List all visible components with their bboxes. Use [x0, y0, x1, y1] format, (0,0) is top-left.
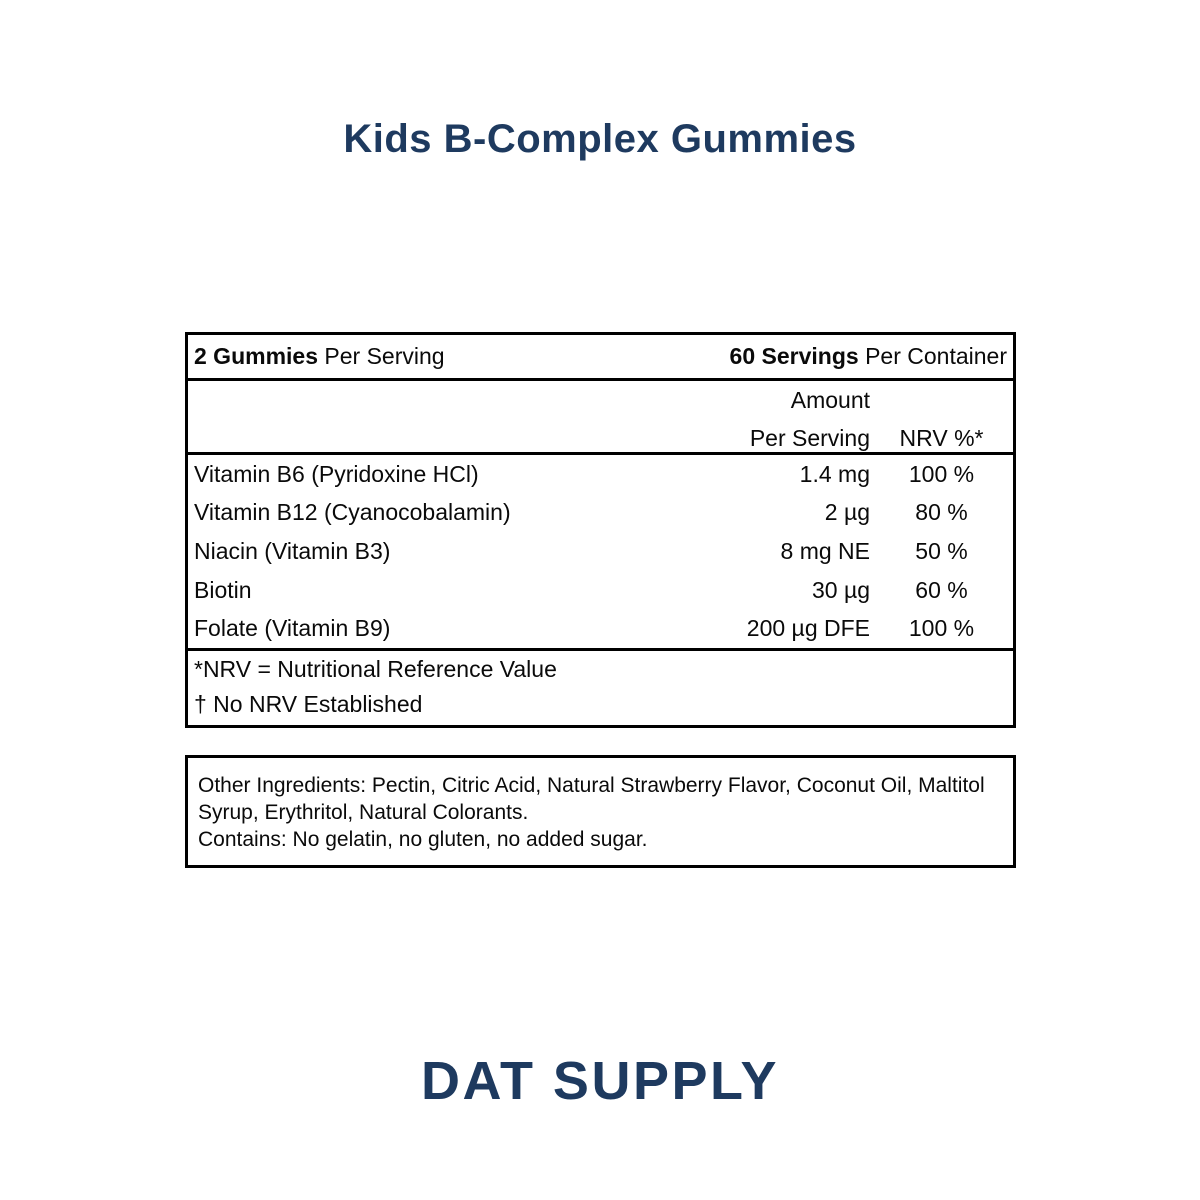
brand-logo: DAT SUPPLY: [420, 1051, 780, 1111]
facts-column-headers: [188, 381, 1013, 455]
servings-count-value: 60 Servings: [729, 343, 859, 369]
nrv-definition-footnote: *NRV = Nutritional Reference Value: [194, 655, 557, 682]
serving-size-label: Per Serving: [318, 343, 445, 369]
nutrient-amount: 1.4 mg: [799, 460, 870, 487]
table-row: [188, 455, 1013, 494]
nutrient-nrv: 50 %: [915, 537, 968, 564]
page-title: Kids B-Complex Gummies: [343, 117, 857, 161]
nutrient-amount: 2 µg: [824, 499, 870, 526]
nutrient-name: Biotin: [194, 576, 252, 603]
nutrient-name: Vitamin B6 (Pyridoxine HCl): [194, 460, 479, 487]
no-nrv-footnote: † No NRV Established: [194, 690, 423, 717]
amount-header-line2: Per Serving: [749, 425, 870, 451]
servings-count-label: Per Container: [858, 343, 1007, 369]
supplement-facts-table: [185, 332, 1016, 728]
serving-size: [194, 343, 445, 370]
other-ingredients-line2: Syrup, Erythritol, Natural Colorants.: [198, 801, 529, 824]
nutrient-name: Folate (Vitamin B9): [194, 615, 391, 642]
nutrient-nrv: 100 %: [908, 615, 975, 642]
nutrient-nrv: 60 %: [915, 576, 968, 603]
other-ingredients-line1: Other Ingredients: Pectin, Citric Acid, Natural Strawberry Flavor, Coconut Oil, Maltitol: [198, 774, 985, 797]
footnotes-section: [188, 648, 1013, 725]
table-row: [188, 494, 1013, 533]
nutrient-nrv: 100 %: [908, 460, 975, 487]
nutrient-amount: 200 µg DFE: [746, 615, 870, 642]
amount-per-serving-header: [188, 381, 870, 459]
nutrient-amount: 30 µg: [811, 576, 870, 603]
servings-per-container: [730, 343, 1007, 370]
contains-statement: Contains: No gelatin, no gluten, no added sugar.: [198, 828, 648, 851]
table-row: [188, 571, 1013, 610]
nutrient-name: Vitamin B12 (Cyanocobalamin): [194, 499, 511, 526]
other-ingredients-box: [185, 755, 1016, 868]
amount-header-line1: Amount: [790, 387, 870, 413]
serving-info-row: [188, 335, 1013, 381]
nutrient-amount: 8 mg NE: [780, 537, 870, 564]
serving-size-value: 2 Gummies: [194, 343, 318, 369]
table-row: [188, 609, 1013, 648]
nrv-header: NRV %*: [899, 425, 984, 451]
nutrient-rows: [188, 455, 1013, 648]
nutrient-nrv: 80 %: [915, 499, 968, 526]
table-row: [188, 532, 1013, 571]
nutrient-name: Niacin (Vitamin B3): [194, 537, 391, 564]
